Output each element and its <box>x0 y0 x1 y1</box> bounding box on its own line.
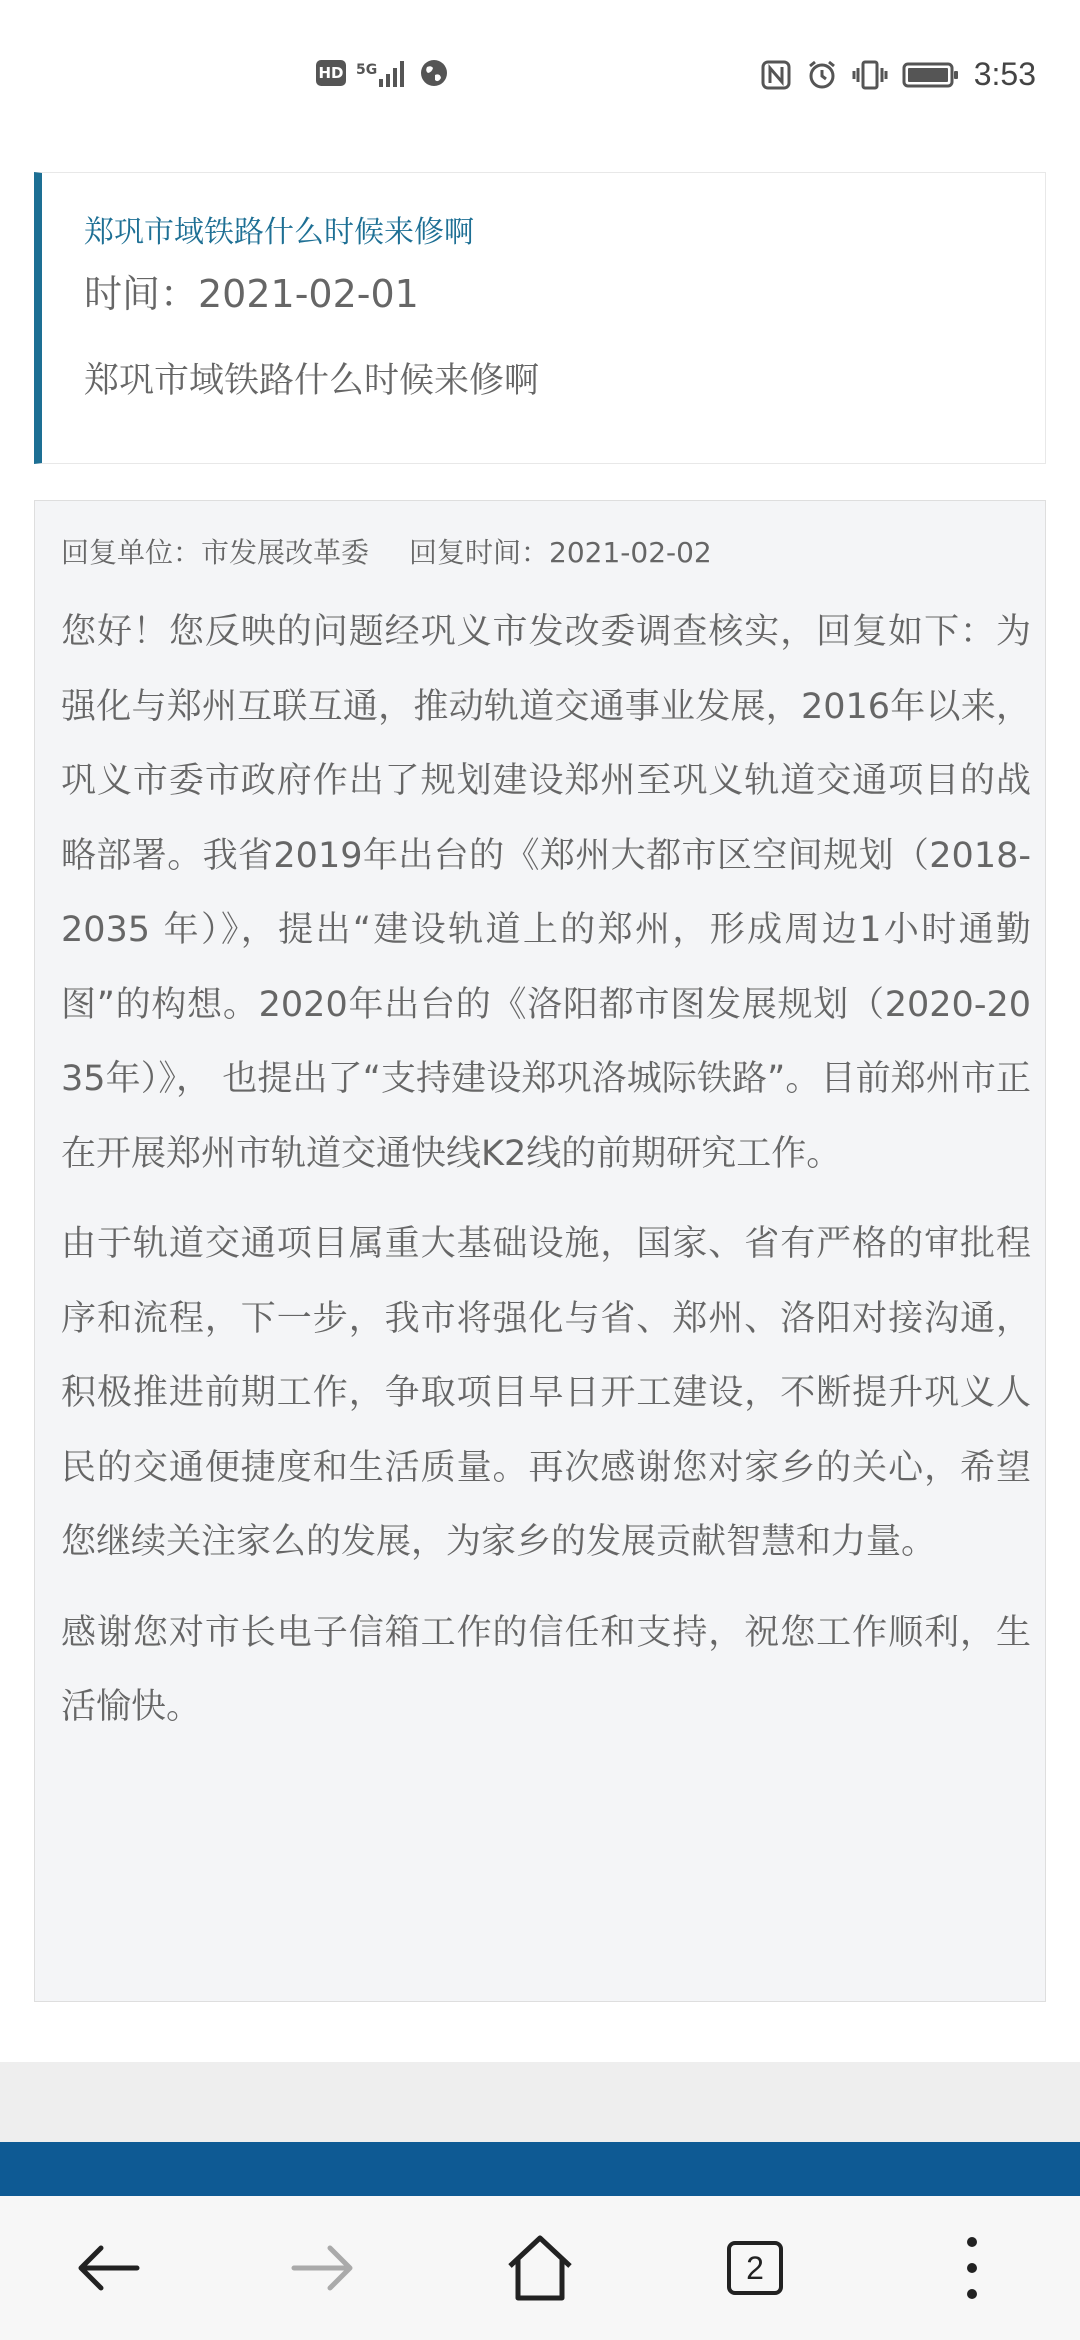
status-right-icons <box>760 56 1036 93</box>
home-button[interactable] <box>465 2196 615 2340</box>
page-footer-blue <box>0 2142 1080 2196</box>
forward-arrow-icon <box>288 2243 358 2293</box>
clock-time: 3:53 <box>973 56 1036 92</box>
more-vertical-icon <box>962 2236 982 2300</box>
tabs-icon <box>727 2241 783 2295</box>
reply-time: 回复时间：2021-02-02 <box>409 536 712 569</box>
question-body: 郑巩市域铁路什么时候来修啊 <box>84 361 540 401</box>
signal-bars-icon <box>379 59 409 87</box>
question-title: 郑巩市域铁路什么时候来修啊 <box>84 215 474 250</box>
back-button[interactable] <box>33 2196 183 2340</box>
status-left-icons <box>316 58 449 88</box>
hd-icon: HD <box>316 60 346 86</box>
forward-button[interactable] <box>248 2196 398 2340</box>
status-bar <box>0 0 1080 150</box>
home-icon <box>504 2232 576 2304</box>
question-card <box>34 172 1046 464</box>
reply-content <box>61 595 1031 1761</box>
alarm-icon <box>806 59 838 91</box>
page-footer-gray <box>0 2062 1080 2142</box>
globe-icon <box>419 58 449 88</box>
reply-card <box>34 500 1046 2002</box>
reply-paragraph: 感谢您对市长电子信箱工作的信任和支持，祝您工作顺利，生活愉快。 <box>61 1612 1031 1727</box>
reply-paragraph: 您好！您反映的问题经巩义市发改委调查核实，回复如下：为强化与郑州互联互通，推动轨道交通事业发展，2016年以来，巩义市委市政府作出了规划建设郑州至巩义轨道交通项目的战略部署。我省2019年出台的《郑州大都市区空间规划（2018-2035 年）》，提出“建设轨道上的郑州，形成周边1小时通勤图”的构想。2020年出台的《洛阳都市图发展规划（2020-2035年）》， 也提出了“支持建设郑巩洛城际铁路”。目前郑州市正在开展郑州市轨道交通快线K2线的前期研究工作。 <box>61 612 1031 1174</box>
more-menu-button[interactable] <box>897 2196 1047 2340</box>
reply-meta <box>61 531 712 571</box>
nfc-icon <box>760 59 792 91</box>
question-time: 时间：2021-02-01 <box>84 272 419 316</box>
battery-icon <box>902 61 960 89</box>
browser-nav-bar <box>0 2196 1080 2340</box>
reply-paragraph: 由于轨道交通项目属重大基础设施，国家、省有严格的审批程序和流程，下一步，我市将强化与省、郑州、洛阳对接沟通，积极推进前期工作，争取项目早日开工建设，不断提升巩义人民的交通便捷度和生活质量。再次感谢您对家乡的关心，希望您继续关注家么的发展，为家乡的发展贡献智慧和力量。 <box>61 1224 1031 1562</box>
back-arrow-icon <box>73 2243 143 2293</box>
vibrate-icon <box>852 59 888 91</box>
network-5g-icon: 5G <box>356 59 409 87</box>
reply-unit: 回复单位：市发展改革委 <box>61 536 370 569</box>
tab-count: 2 <box>746 2249 764 2286</box>
tabs-button[interactable] <box>680 2196 830 2340</box>
